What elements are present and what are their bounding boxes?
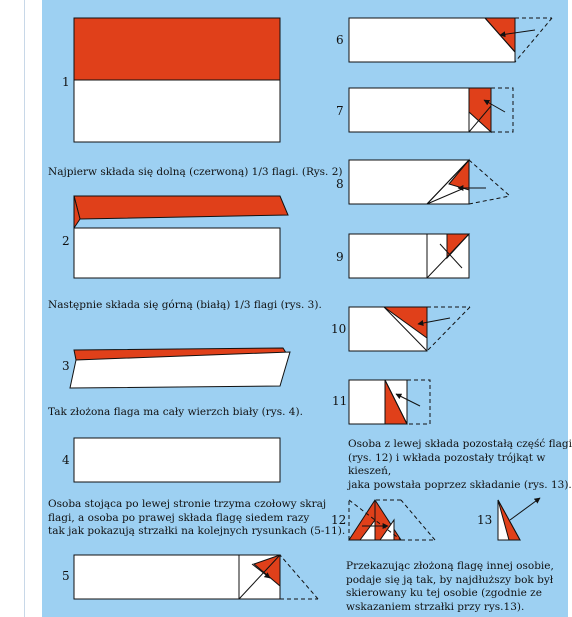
caption-step-4: Osoba stojąca po lewej stronie trzyma czołowy skraj flagi, a osoba po prawej składa flagę siedem razy tak jak pokazują strzałki na kolejnych rysunkach (5-11). (48, 498, 346, 537)
step-number: 5 (62, 569, 70, 583)
figure-7-fold (349, 88, 513, 132)
step-number: 13 (477, 513, 493, 527)
step-number: 11 (332, 394, 348, 408)
step-number: 8 (336, 177, 344, 191)
caption-step-13: Przekazując złożoną flagę innej osobie, podaje się ją tak, by najdłuższy bok był skierowany ku tej osobie (zgodnie ze wskazaniem strzałki przy rys.13). (346, 560, 554, 613)
figure-13-final (498, 498, 540, 540)
figure-2-fold-red (74, 196, 288, 278)
step-number: 4 (62, 453, 70, 467)
figure-5-fold (74, 555, 318, 599)
figure-4-strip (74, 438, 280, 482)
step-number: 6 (336, 33, 344, 47)
step-number: 9 (336, 250, 344, 264)
step-number: 7 (336, 104, 344, 118)
caption-step-11: Osoba z lewej składa pozostałą część flagi (rys. 12) i wkłada pozostały trójkąt w kieszeń, jaka powstała poprzez składanie (rys. 13). (348, 438, 572, 491)
figure-6-fold (349, 18, 552, 62)
figure-11-fold (349, 380, 430, 424)
step-number: 2 (62, 234, 70, 248)
figure-12-fold (349, 500, 435, 540)
step-number: 1 (62, 75, 70, 89)
figure-8-fold (349, 160, 510, 204)
figure-9-fold (349, 234, 469, 278)
figure-10-fold (349, 307, 470, 351)
caption-step-2: Następnie składa się górną (białą) 1/3 flagi (rys. 3). (48, 299, 322, 311)
figure-1-flag (74, 18, 280, 142)
figure-3-fold-white (70, 348, 290, 388)
step-number: 12 (331, 513, 347, 527)
caption-step-1: Najpierw składa się dolną (czerwoną) 1/3 flagi. (Rys. 2) (48, 166, 343, 178)
step-number: 10 (331, 322, 347, 336)
caption-step-3: Tak złożona flaga ma cały wierzch biały (rys. 4). (48, 406, 303, 418)
step-number: 3 (62, 359, 70, 373)
